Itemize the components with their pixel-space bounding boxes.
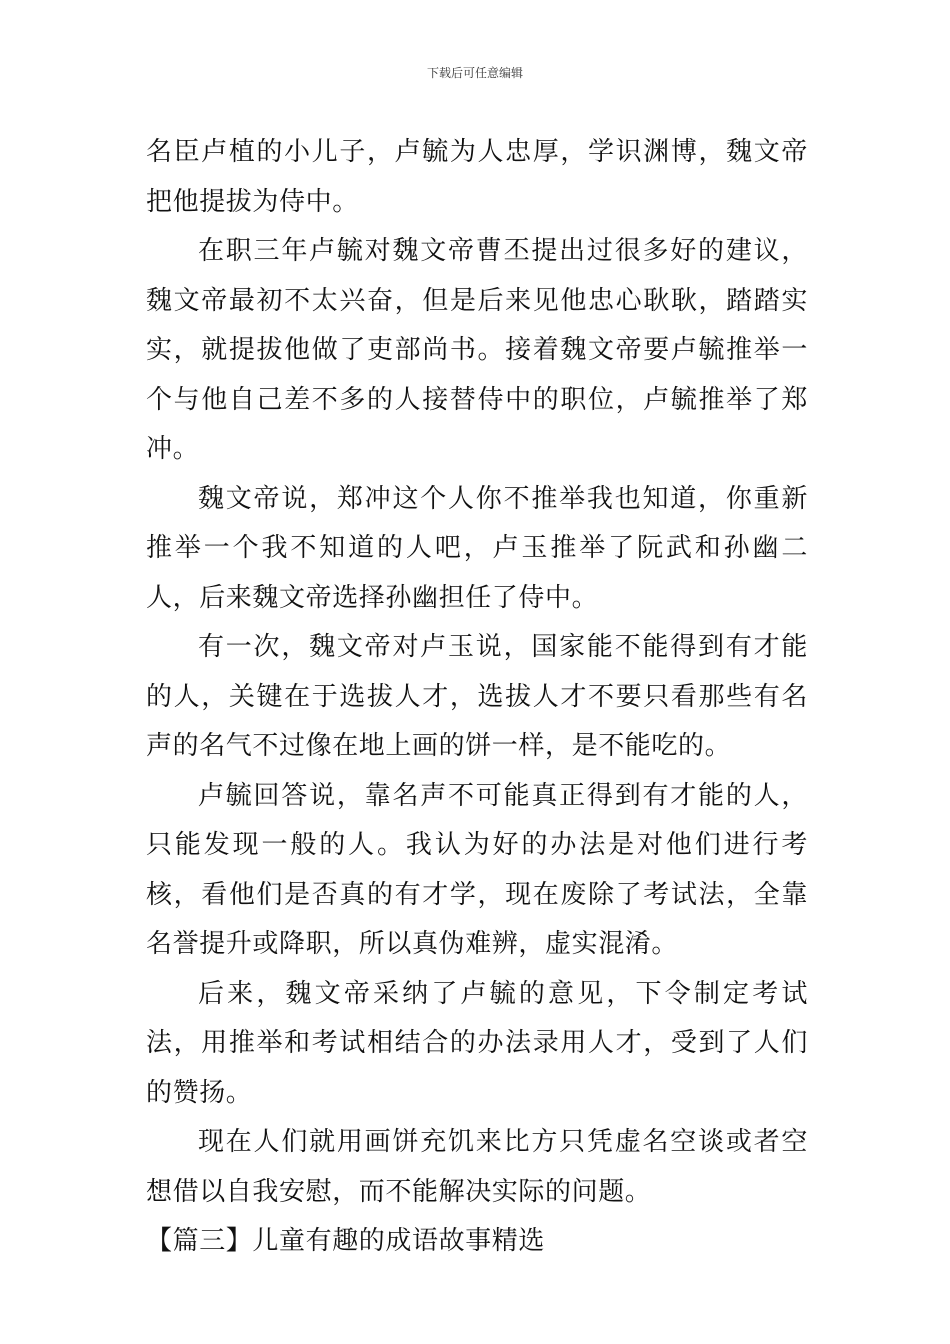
paragraph: 卢毓回答说，靠名声不可能真正得到有才能的人，只能发现一般的人。我认为好的办法是对他们进行考核，看他们是否真的有才学，现在废除了考试法，全靠名誉提升或降职，所以真伪难辨，虚实混淆。 (146, 780, 808, 959)
paragraph: 后来，魏文帝采纳了卢毓的意见，下令制定考试法，用推举和考试相结合的办法录用人才，受到了人们的赞扬。 (146, 978, 808, 1108)
paragraph: 现在人们就用画饼充饥来比方只凭虚名空谈或者空想借以自我安慰，而不能解决实际的问题。 (146, 1127, 808, 1207)
paragraph-continuation: 名臣卢植的小儿子，卢毓为人忠厚，学识渊博，魏文帝把他提拔为侍中。 (146, 137, 808, 217)
section-heading: 【篇三】儿童有趣的成语故事精选 (146, 1226, 546, 1256)
paragraph: 在职三年卢毓对魏文帝曹丕提出过很多好的建议，魏文帝最初不太兴奋，但是后来见他忠心耿耿，踏踏实实，就提拔他做了吏部尚书。接着魏文帝要卢毓推举一个与他自己差不多的人接替侍中的职位，卢毓推举了郑冲。 (146, 236, 808, 464)
page-header-note: 下载后可任意编辑 (426, 66, 523, 80)
paragraph: 有一次，魏文帝对卢玉说，国家能不能得到有才能的人，关键在于选拔人才，选拔人才不要只看那些有名声的名气不过像在地上画的饼一样，是不能吃的。 (146, 632, 808, 761)
paragraph: 魏文帝说，郑冲这个人你不推举我也知道，你重新推举一个我不知道的人吧，卢玉推举了阮武和孙幽二人，后来魏文帝选择孙幽担任了侍中。 (146, 483, 808, 613)
document-body (146, 128, 808, 1267)
